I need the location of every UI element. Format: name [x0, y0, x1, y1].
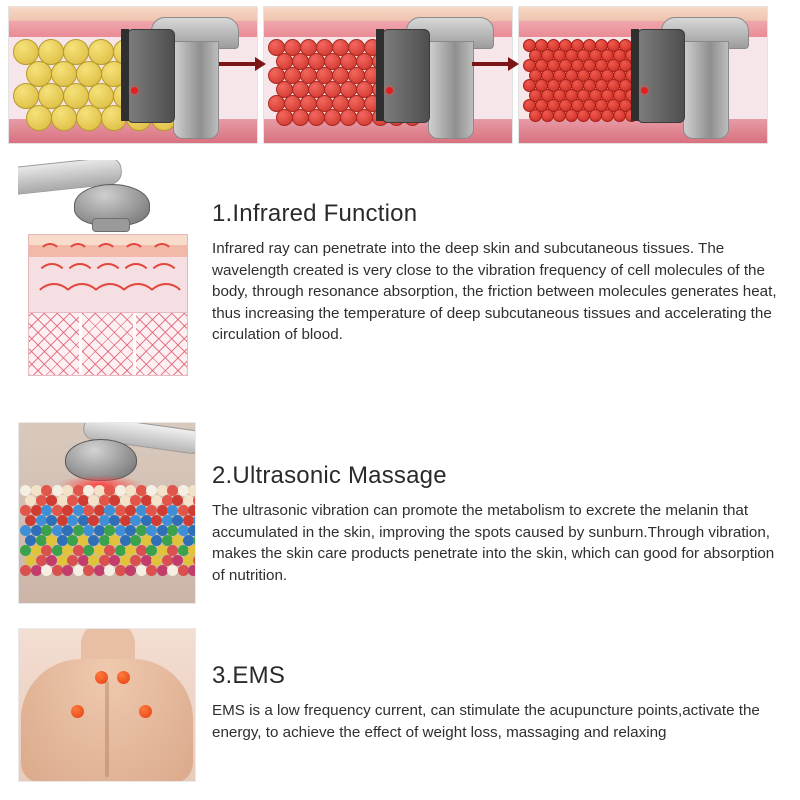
cell-particle [146, 565, 157, 576]
process-filmstrip [8, 6, 792, 142]
device-led-indicator [641, 87, 648, 94]
section-title-infrared: 1.Infrared Function [212, 200, 418, 227]
ultrasonic-text-block [212, 462, 790, 586]
cell-particle [83, 565, 94, 576]
fat-cell [76, 105, 102, 131]
device-neck [173, 41, 219, 139]
device-plate [631, 29, 639, 121]
cell-particle [62, 565, 73, 576]
fat-cell [308, 109, 325, 126]
filmstrip-panel-3 [518, 6, 768, 144]
cell-particle [20, 565, 31, 576]
cell-particle [157, 565, 168, 576]
acupuncture-point-dot [95, 671, 108, 684]
section-text-infrared: Infrared ray can penetrate into the deep skin and subcutaneous tissues. The wavelength created is very close to the vibration frequency of cell molecules of the body, through resonance absorption, the friction between molecules generates heat, thus increasing the temperature of deep subcutaneous tissues and accelerating the circulation of blood. [212, 240, 777, 344]
tissue-mesh-diagram [28, 312, 188, 376]
cell-particles-group [19, 485, 195, 603]
cell-particle [31, 565, 42, 576]
tissue-mesh-pattern [29, 313, 187, 375]
spine-line [105, 681, 109, 777]
cell-particle [104, 565, 115, 576]
cell-particle [41, 565, 52, 576]
acupuncture-point-dot [139, 705, 152, 718]
skin-cross-section [28, 234, 188, 314]
acupuncture-point-dot [71, 705, 84, 718]
device-neck [428, 41, 474, 139]
fat-cell [51, 105, 77, 131]
cell-particle [52, 565, 63, 576]
tissue-divider [133, 313, 136, 375]
cell-particle [94, 565, 105, 576]
device-head [127, 29, 175, 123]
section-text-ems: EMS is a low frequency current, can stimulate the acupuncture points,activate the energy, to achieve the effect of weight loss, massaging and relaxing [212, 702, 760, 741]
section-text-ultrasonic: The ultrasonic vibration can promote the metabolism to excrete the melanin that accumulated in the skin, improving the spots caused by sunburn.Through vibration, makes the skin care products penetrate into the skin, which can good for absorption of nutrition. [212, 502, 775, 584]
device-led-indicator [131, 87, 138, 94]
cell-particle [136, 565, 147, 576]
section-ultrasonic [0, 418, 800, 626]
fat-cell [324, 109, 341, 126]
acupuncture-point-dot [117, 671, 130, 684]
fat-cell [276, 109, 293, 126]
fat-cell [356, 109, 373, 126]
cell-particle [178, 565, 189, 576]
cell-particle [125, 565, 136, 576]
infrared-wave-arc [123, 243, 145, 265]
section-title-ems: 3.EMS [212, 662, 286, 689]
filmstrip-panel-2 [263, 6, 513, 144]
fat-cell [292, 109, 309, 126]
tissue-divider [79, 313, 82, 375]
ems-text-block [212, 662, 790, 743]
section-infrared [0, 150, 800, 400]
handpiece-device-1 [127, 11, 245, 137]
filmstrip-panel-1 [8, 6, 258, 144]
process-arrow-right-icon-2 [472, 62, 510, 66]
cell-particle [188, 565, 196, 576]
fat-cell [26, 105, 52, 131]
cell-particle [115, 565, 126, 576]
process-arrow-right-icon-1 [219, 62, 257, 66]
section-title-ultrasonic: 2.Ultrasonic Massage [212, 462, 447, 489]
infrared-text-block [212, 200, 790, 346]
device-led-indicator [386, 87, 393, 94]
infrared-wave-arc [67, 243, 89, 265]
device-neck [683, 41, 729, 139]
infrared-wave-arc [95, 243, 117, 265]
infrared-wave-arc [151, 243, 173, 265]
handpiece-device-3 [637, 11, 755, 137]
ultrasonic-skin-diagram [18, 422, 196, 604]
infrared-skin-diagram [18, 160, 194, 390]
device-tip [92, 218, 130, 232]
ems-back-photo [18, 628, 196, 782]
handpiece-device-2 [382, 11, 500, 137]
cell-particle [167, 565, 178, 576]
section-ems [0, 628, 800, 788]
cell-particle [73, 565, 84, 576]
device-plate [376, 29, 384, 121]
device-head [637, 29, 685, 123]
device-plate [121, 29, 129, 121]
infrared-wave-arc [39, 243, 61, 265]
fat-cell [340, 109, 357, 126]
device-head [382, 29, 430, 123]
